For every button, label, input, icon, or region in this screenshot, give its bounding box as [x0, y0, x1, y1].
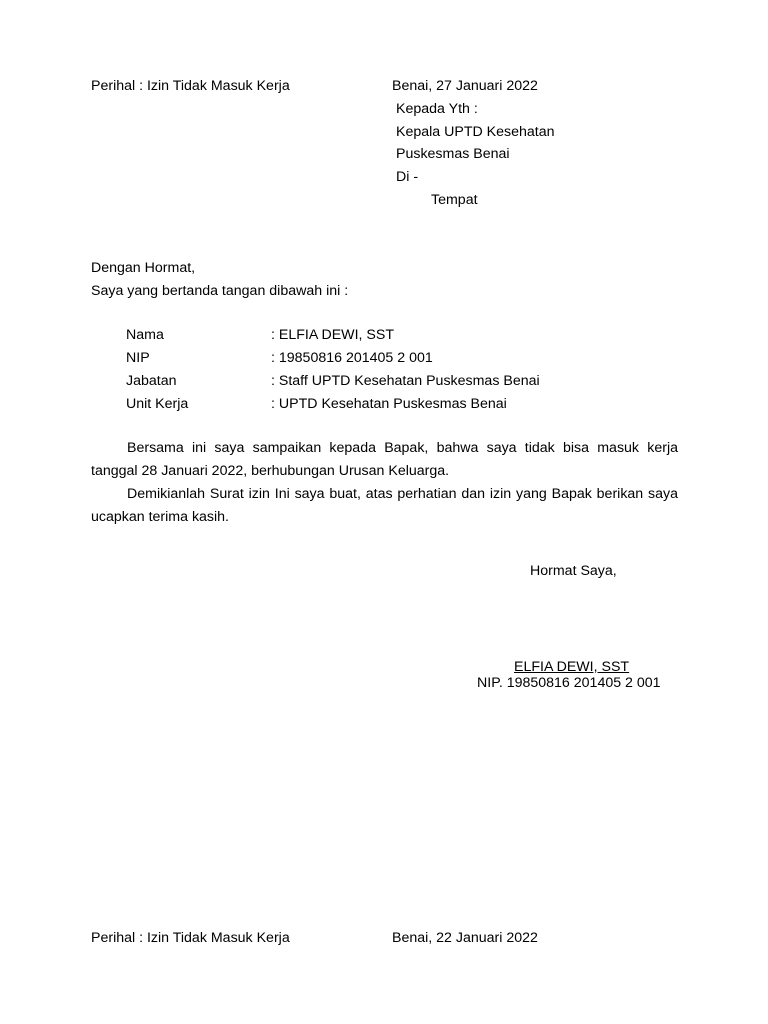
field-value: : UPTD Kesehatan Puskesmas Benai: [271, 396, 507, 412]
recipient-line-1: Kepada Yth :: [396, 101, 478, 117]
field-row-jabatan: [0, 373, 768, 390]
recipient-line-2: Kepala UPTD Kesehatan: [396, 124, 555, 140]
signer-name: ELFIA DEWI, SST: [514, 659, 630, 675]
closing: Hormat Saya,: [530, 563, 617, 579]
letter-subject: Perihal : Izin Tidak Masuk Kerja: [91, 78, 290, 94]
field-label: Jabatan: [126, 373, 177, 389]
salutation: Dengan Hormat,: [91, 260, 196, 276]
field-row-unit-kerja: [0, 396, 768, 413]
letter-2-date: Benai, 22 Januari 2022: [392, 930, 538, 946]
field-label: NIP: [126, 350, 150, 366]
field-row-nama: [0, 327, 768, 344]
recipient-line-5: Tempat: [431, 192, 478, 208]
letter-2-subject: Perihal : Izin Tidak Masuk Kerja: [91, 930, 290, 946]
body-paragraph-2: Demikianlah Surat izin Ini saya buat, atas perhatian dan izin yang Bapak berikan saya ucapkan terima kasih.: [91, 486, 678, 525]
field-value: : ELFIA DEWI, SST: [271, 327, 394, 343]
body-paragraph-1: Bersama ini saya sampaikan kepada Bapak, bahwa saya tidak bisa masuk kerja tanggal 28 Januari 2022, berhubungan Urusan Keluarga.: [91, 440, 678, 479]
recipient-line-4: Di -: [396, 169, 419, 185]
field-label: Unit Kerja: [126, 396, 189, 412]
field-row-nip: [0, 350, 768, 367]
field-value: : Staff UPTD Kesehatan Puskesmas Benai: [271, 373, 540, 389]
recipient-line-3: Puskesmas Benai: [396, 146, 510, 162]
letter-date: Benai, 27 Januari 2022: [392, 78, 538, 94]
signer-nip: NIP. 19850816 201405 2 001: [477, 675, 661, 691]
intro-text: Saya yang bertanda tangan dibawah ini :: [91, 283, 349, 299]
field-value: : 19850816 201405 2 001: [271, 350, 433, 366]
field-label: Nama: [126, 327, 164, 343]
